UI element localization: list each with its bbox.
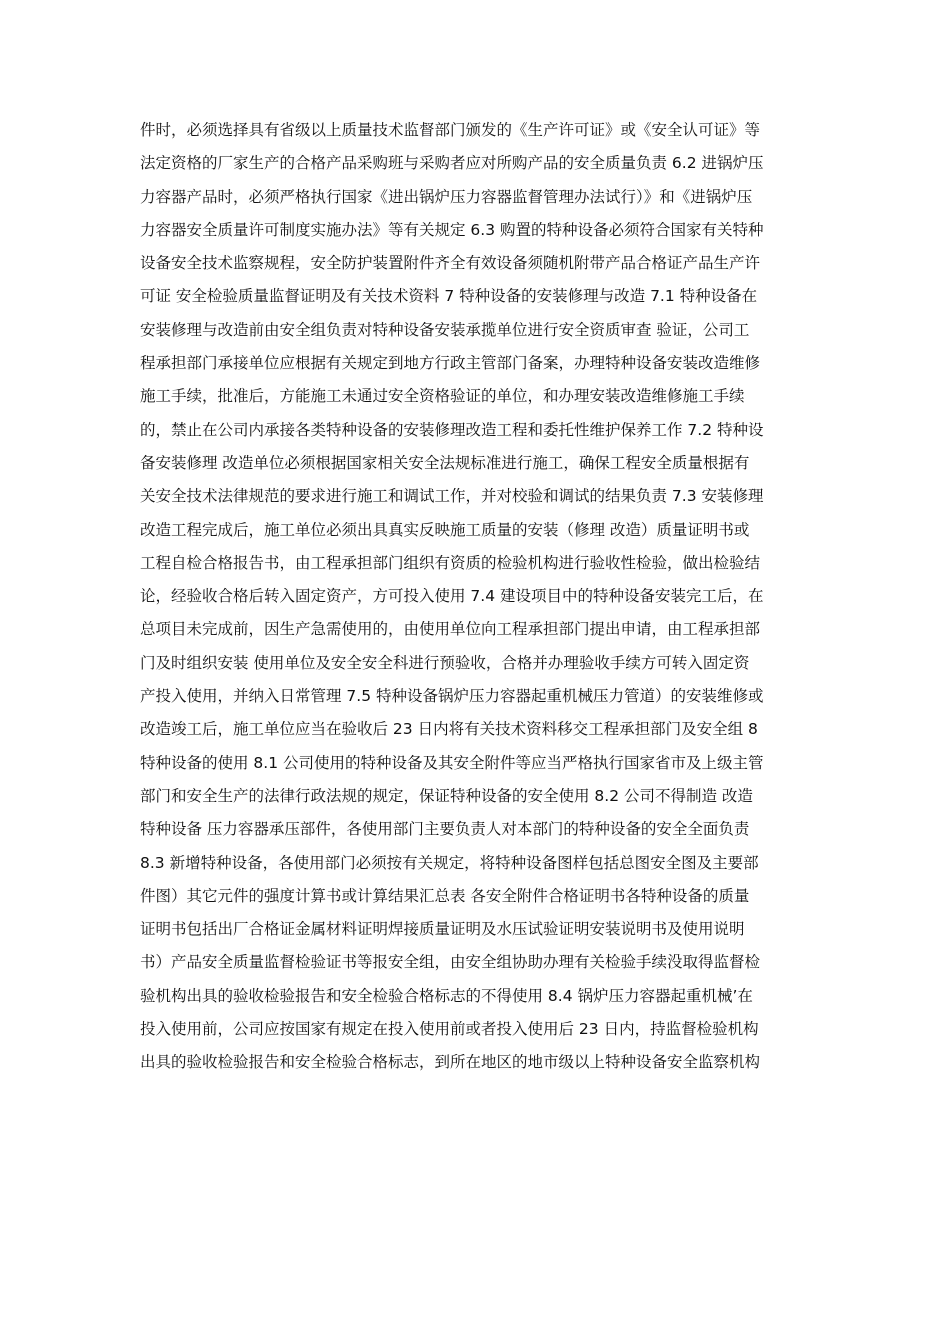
text-line: 部门和安全生产的法律行政法规的规定，保证特种设备的安全使用 8.2 公司不得制造 改造: [140, 786, 753, 805]
text-line: 8.3 新增特种设备，各使用部门必须按有关规定，将特种设备图样包括总图安全图及主要部: [140, 853, 759, 872]
text-line: 程承担部门承接单位应根据有关规定到地方行政主管部门备案，办理特种设备安装改造维修: [140, 354, 761, 373]
text-line: 法定资格的厂家生产的合格产品采购班与采购者应对所购产品的安全质量负责 6.2 进锅炉压: [140, 154, 764, 173]
text-line: 门及时组织安装 使用单位及安全安全科进行预验收，合格并办理验收手续方可转入固定资: [140, 653, 750, 672]
text-line: 总项目未完成前，因生产急需使用的，由使用单位向工程承担部门提出申请，由工程承担部: [140, 620, 761, 639]
text-line: 可证 安全检验质量监督证明及有关技术资料 7 特种设备的安装修理与改造 7.1 特种设备在: [140, 287, 758, 306]
text-line: 特种设备的使用 8.1 公司使用的特种设备及其安全附件等应当严格执行国家省市及上级主管: [140, 753, 764, 772]
text-line: 关安全技术法律规范的要求进行施工和调试工作，并对校验和调试的结果负责 7.3 安装修理: [140, 487, 764, 506]
body-text: [140, 114, 830, 1080]
text-line: 工程自检合格报告书，由工程承担部门组织有资质的检验机构进行验收性检验，做出检验结: [140, 553, 761, 572]
text-line: 产投入使用，并纳入日常管理 7.5 特种设备锅炉压力容器起重机械压力管道）的安装维修或: [140, 687, 764, 706]
text-line: 投入使用前，公司应按国家有规定在投入使用前或者投入使用后 23 日内，持监督检验机构: [140, 1020, 759, 1039]
text-line: 施工手续，批准后，方能施工未通过安全资格验证的单位，和办理安装改造维修施工手续: [140, 387, 745, 406]
text-line: 验机构出具的验收检验报告和安全检验合格标志的不得使用 8.4 锅炉压力容器起重机械’在: [140, 986, 753, 1005]
text-line: 件时，必须选择具有省级以上质量技术监督部门颁发的《生产许可证》或《安全认可证》等: [140, 121, 761, 139]
text-line: 证明书包括出厂合格证金属材料证明焊接质量证明及水压试验证明安装说明书及使用说明: [140, 920, 745, 939]
text-line: 件图）其它元件的强度计算书或计算结果汇总表 各安全附件合格证明书各特种设备的质量: [140, 886, 750, 905]
text-line: 力容器产品时，必须严格执行国家《进出锅炉压力容器监督管理办法试行）》和《进锅炉压: [140, 187, 753, 206]
text-line: 改造竣工后，施工单位应当在验收后 23 日内将有关技术资料移交工程承担部门及安全组 8: [140, 720, 758, 739]
text-line: 的，禁止在公司内承接各类特种设备的安装修理改造工程和委托性维护保养工作 7.2 特种设: [140, 420, 764, 439]
text-line: 书）产品安全质量监督检验证书等报安全组，由安全组协助办理有关检验手续没取得监督检: [140, 953, 761, 972]
text-line: 力容器安全质量许可制度实施办法》等有关规定 6.3 购置的特种设备必须符合国家有关特种: [140, 220, 764, 239]
text-line: 设备安全技术监察规程，安全防护装置附件齐全有效设备须随机附带产品合格证产品生产许: [140, 254, 761, 273]
text-line: 论，经验收合格后转入固定资产，方可投入使用 7.4 建设项目中的特种设备安装完工后，在: [140, 587, 764, 606]
text-line: 安装修理与改造前由安全组负责对特种设备安装承揽单位进行安全资质审查 验证，公司工: [140, 320, 750, 339]
text-line: 特种设备 压力容器承压部件，各使用部门主要负责人对本部门的特种设备的安全全面负责: [140, 820, 750, 839]
text-line: 备安装修理 改造单位必须根据国家相关安全法规标准进行施工，确保工程安全质量根据有: [140, 453, 750, 472]
text-line: 改造工程完成后，施工单位必须出具真实反映施工质量的安装（修理 改造）质量证明书或: [140, 520, 750, 539]
text-line: 出具的验收检验报告和安全检验合格标志，到所在地区的地市级以上特种设备安全监察机构: [140, 1053, 761, 1072]
